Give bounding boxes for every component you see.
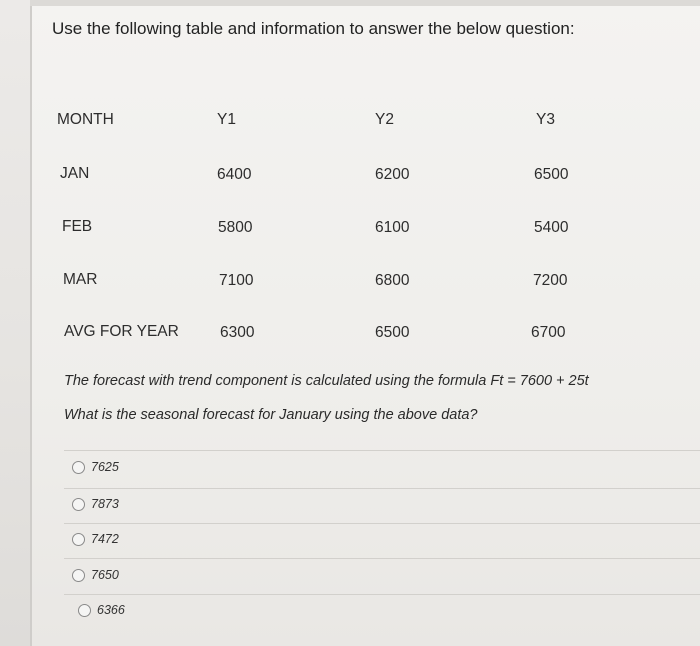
answer-option-label: 6366 [97, 603, 125, 617]
radio-button-icon[interactable] [78, 604, 91, 617]
option-divider [64, 488, 700, 489]
table-cell-y1: 5800 [218, 219, 253, 236]
answer-option[interactable] [78, 603, 125, 617]
table-cell-month: AVG FOR YEAR [64, 323, 179, 340]
table-cell-y2: 6200 [375, 166, 410, 183]
table-cell-y2: 6500 [375, 324, 410, 341]
table-header-y2: Y2 [375, 111, 394, 128]
table-cell-y3: 6700 [531, 324, 566, 341]
answer-option[interactable] [72, 460, 119, 474]
table-cell-y1: 7100 [219, 272, 254, 289]
radio-button-icon[interactable] [72, 569, 85, 582]
radio-button-icon[interactable] [72, 461, 85, 474]
table-header-month: MONTH [57, 111, 114, 128]
table-cell-month: MAR [63, 271, 98, 288]
table-cell-y2: 6100 [375, 219, 410, 236]
answer-option-label: 7873 [91, 497, 119, 511]
trend-formula: The forecast with trend component is calculated using the formula Ft = 7600 + 25t [64, 373, 589, 389]
radio-button-icon[interactable] [72, 498, 85, 511]
options-divider [64, 450, 700, 451]
table-cell-month: FEB [62, 218, 93, 235]
answer-option-label: 7625 [91, 460, 119, 474]
question-text: What is the seasonal forecast for January using the above data? [64, 407, 478, 423]
table-cell-y2: 6800 [375, 272, 410, 289]
answer-option-label: 7650 [91, 568, 119, 582]
option-divider [64, 594, 700, 595]
question-prompt: Use the following table and information to answer the below question: [52, 19, 575, 38]
table-cell-y3: 5400 [534, 219, 569, 236]
answer-option[interactable] [72, 532, 119, 546]
table-cell-y1: 6400 [217, 166, 252, 183]
table-cell-y3: 6500 [534, 166, 569, 183]
answer-option[interactable] [72, 568, 119, 582]
option-divider [64, 523, 700, 524]
table-cell-y1: 6300 [220, 324, 255, 341]
table-header-y1: Y1 [217, 111, 236, 128]
table-cell-month: JAN [60, 165, 90, 182]
table-cell-y3: 7200 [533, 272, 568, 289]
answer-option-label: 7472 [91, 532, 119, 546]
option-divider [64, 558, 700, 559]
radio-button-icon[interactable] [72, 533, 85, 546]
table-header-y3: Y3 [536, 111, 555, 128]
answer-option[interactable] [72, 497, 119, 511]
